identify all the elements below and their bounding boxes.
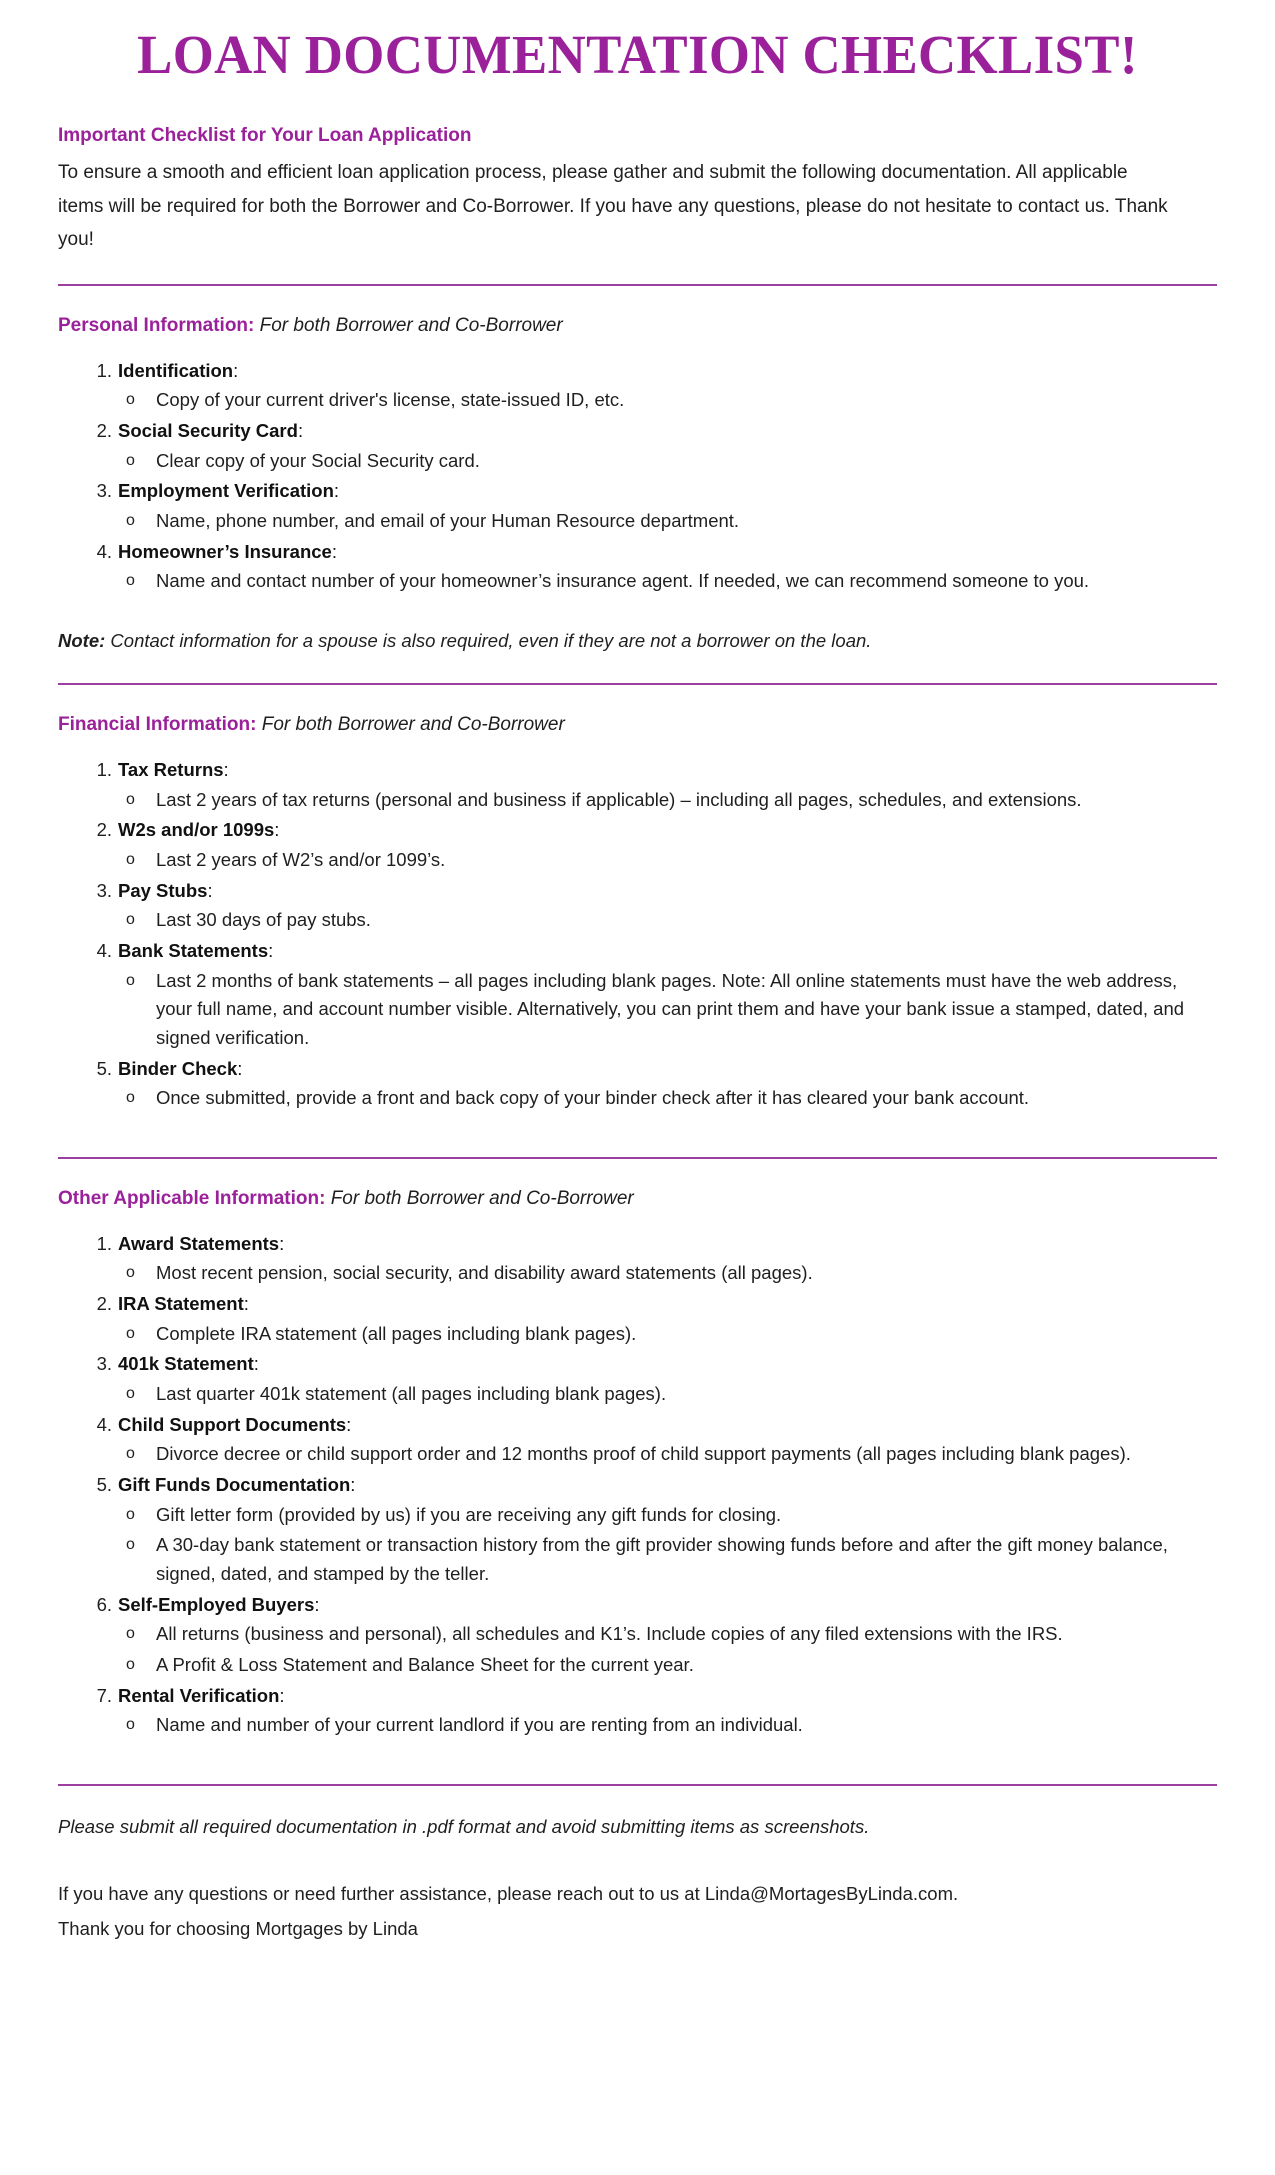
checklist-item xyxy=(58,756,1217,814)
section-note-keyword: Note: xyxy=(58,629,106,651)
checklist-item-label-row xyxy=(118,1350,1217,1379)
checklist-item xyxy=(58,1055,1217,1113)
checklist-sub-list xyxy=(118,567,1217,596)
checklist-item-label: IRA Statement xyxy=(118,1292,244,1314)
checklist-sub-list xyxy=(118,1440,1217,1469)
checklist-item-label-row xyxy=(118,1411,1217,1440)
section-spacer xyxy=(58,1742,1217,1756)
intro-paragraph: To ensure a smooth and efficient loan application process, please gather and submit the following documentation. All applicable items will be required for both the Borrower and Co-Borrower. If you have any questions, please do not hesitate to contact us. Thank you! xyxy=(58,162,1168,250)
checklist-item xyxy=(58,357,1217,415)
checklist-item-label: W2s and/or 1099s xyxy=(118,819,275,841)
checklist-sub-item: o Most recent pension, social security, and disability award statements (all pages). xyxy=(118,1259,1188,1288)
section-subtitle: For both Borrower and Co-Borrower xyxy=(256,714,565,736)
checklist-item-colon: : xyxy=(243,1292,249,1314)
section-spacer xyxy=(58,1115,1217,1129)
checklist-sub-list xyxy=(118,1380,1217,1409)
checklist-item-colon: : xyxy=(279,1232,285,1254)
section-label: Personal Information: xyxy=(58,315,255,336)
checklist-sub-item: o Divorce decree or child support order and 12 months proof of child support payments (all pages including blank pages). xyxy=(118,1440,1188,1469)
checklist-item xyxy=(58,1230,1217,1288)
checklist-sub-item: o Gift letter form (provided by us) if you are receiving any gift funds for closing. xyxy=(118,1501,1188,1530)
section-label: Financial Information: xyxy=(58,714,257,736)
checklist-sub-item: o Copy of your current driver's license, state-issued ID, etc. xyxy=(118,386,1188,415)
checklist-sub-list xyxy=(118,906,1217,935)
checklist-sub-list xyxy=(118,846,1217,875)
checklist-item-label: Social Security Card xyxy=(118,419,298,441)
checklist-item-label: Homeowner’s Insurance xyxy=(118,540,332,562)
checklist-item xyxy=(58,1471,1217,1589)
document-body xyxy=(0,122,1275,1972)
sections-container xyxy=(58,284,1217,1756)
checklist-item xyxy=(58,538,1217,596)
checklist-sub-item: o Last 2 months of bank statements – all pages including blank pages. Note: All online statements must have the web address, your full name, and account number visible. Alternatively, you can print them and have your bank issue a stamped, dated, and signed verification. xyxy=(118,967,1188,1053)
divider-footer xyxy=(58,1784,1217,1786)
checklist-item xyxy=(58,1411,1217,1469)
checklist-item-colon: : xyxy=(314,1593,320,1615)
checklist-item-colon: : xyxy=(268,940,274,961)
checklist-item-label-row xyxy=(118,756,1217,785)
footer-contact-line: If you have any questions or need further assistance, please reach out to us at Linda@MortagesByLinda.com. xyxy=(58,1882,959,1904)
checklist-item-colon: : xyxy=(274,819,280,841)
checklist-item-label: Bank Statements xyxy=(118,940,269,961)
checklist-sub-item: o Last 2 years of tax returns (personal and business if applicable) – including all pages, schedules, and extensions. xyxy=(118,786,1188,815)
checklist-item xyxy=(58,1591,1217,1680)
checklist-item xyxy=(58,1350,1217,1408)
checklist-item xyxy=(58,937,1217,1053)
footer-format-note: Please submit all required documentation in .pdf format and avoid submitting items as screenshots. xyxy=(58,1815,870,1837)
checklist-item-label-row xyxy=(118,1230,1217,1259)
checklist-item-colon: : xyxy=(207,879,213,901)
checklist-sub-item: o Complete IRA statement (all pages including blank pages). xyxy=(118,1320,1188,1349)
checklist-item-label: Rental Verification xyxy=(118,1684,280,1706)
section-heading-2 xyxy=(58,711,1217,740)
checklist-item-label: 401k Statement xyxy=(118,1353,254,1375)
checklist-sub-list xyxy=(118,1711,1217,1740)
checklist-sub-list xyxy=(118,1320,1217,1349)
checklist-item-label-row xyxy=(118,1591,1217,1620)
checklist-item-label-row xyxy=(118,357,1217,386)
checklist-item-colon: : xyxy=(331,540,337,562)
checklist-sub-list xyxy=(118,386,1217,415)
section-subtitle: For both Borrower and Co-Borrower xyxy=(325,1188,634,1210)
intro-heading: Important Checklist for Your Loan Application xyxy=(58,124,472,146)
checklist-item xyxy=(58,417,1217,475)
checklist-sub-item: o Name and contact number of your homeowner’s insurance agent. If needed, we can recommend someone to you. xyxy=(118,567,1188,596)
divider-section-2 xyxy=(58,683,1217,685)
checklist-item-label-row xyxy=(118,937,1217,966)
checklist-2 xyxy=(58,756,1217,1113)
checklist-item-label-row xyxy=(118,1471,1217,1500)
section-subtitle: For both Borrower and Co-Borrower xyxy=(254,315,563,336)
footer-thanks-line: Thank you for choosing Mortgages by Linda xyxy=(58,1917,418,1939)
checklist-item-label-row xyxy=(118,417,1217,446)
checklist-item xyxy=(58,816,1217,874)
checklist-item-label-row xyxy=(118,1290,1217,1319)
checklist-item xyxy=(58,877,1217,935)
section-heading-1 xyxy=(58,312,1217,341)
checklist-sub-item: o Last 2 years of W2’s and/or 1099’s. xyxy=(118,846,1188,875)
checklist-sub-list xyxy=(118,786,1217,815)
checklist-item-colon: : xyxy=(279,1684,285,1706)
checklist-item-label: Binder Check xyxy=(118,1057,238,1079)
checklist-item-label: Self-Employed Buyers xyxy=(118,1593,315,1615)
checklist-item-label-row xyxy=(118,477,1217,506)
checklist-item-colon: : xyxy=(233,359,239,381)
checklist-sub-list xyxy=(118,1620,1217,1679)
checklist-sub-list xyxy=(118,1501,1217,1589)
checklist-item xyxy=(58,477,1217,535)
checklist-sub-item: o A 30-day bank statement or transaction history from the gift provider showing funds before and after the gift money balance, signed, dated, and stamped by the teller. xyxy=(118,1531,1188,1588)
checklist-sub-list xyxy=(118,1084,1217,1113)
checklist-item-label-row xyxy=(118,538,1217,567)
checklist-item-label: Award Statements xyxy=(118,1232,280,1254)
checklist-3 xyxy=(58,1230,1217,1740)
checklist-sub-item: o A Profit & Loss Statement and Balance Sheet for the current year. xyxy=(118,1651,1188,1680)
checklist-item-colon: : xyxy=(297,419,304,441)
checklist-sub-list xyxy=(118,507,1217,536)
checklist-1 xyxy=(58,357,1217,596)
page-title: LOAN DOCUMENTATION CHECKLIST! xyxy=(137,24,1138,85)
checklist-sub-item: o Last quarter 401k statement (all pages including blank pages). xyxy=(118,1380,1188,1409)
checklist-sub-list xyxy=(118,1259,1217,1288)
checklist-sub-list xyxy=(118,967,1217,1053)
checklist-item-label-row xyxy=(118,1682,1217,1711)
checklist-item-label: Pay Stubs xyxy=(118,879,208,901)
checklist-item-label: Gift Funds Documentation xyxy=(118,1473,351,1495)
checklist-sub-item: o Name and number of your current landlord if you are renting from an individual. xyxy=(118,1711,1188,1740)
divider-section-3 xyxy=(58,1157,1217,1159)
section-note-text: Contact information for a spouse is also required, even if they are not a borrower on the loan. xyxy=(105,629,872,651)
checklist-item-label: Employment Verification xyxy=(118,480,334,502)
section-label: Other Applicable Information: xyxy=(58,1188,326,1210)
checklist-item-colon: : xyxy=(253,1353,259,1375)
checklist-item xyxy=(58,1290,1217,1348)
checklist-item-label: Identification xyxy=(118,359,234,381)
checklist-item-colon: : xyxy=(350,1473,356,1495)
checklist-item-colon: : xyxy=(346,1413,352,1435)
section-heading-3 xyxy=(58,1185,1217,1214)
checklist-sub-item: o Once submitted, provide a front and back copy of your binder check after it has cleared your bank account. xyxy=(118,1084,1188,1113)
checklist-item-label-row xyxy=(118,816,1217,845)
checklist-sub-item: o All returns (business and personal), all schedules and K1’s. Include copies of any filed extensions with the IRS. xyxy=(118,1620,1188,1649)
checklist-sub-item: o Last 30 days of pay stubs. xyxy=(118,906,1188,935)
checklist-sub-item: o Name, phone number, and email of your Human Resource department. xyxy=(118,507,1188,536)
footer-contact-block xyxy=(58,1876,1217,1946)
section-note xyxy=(58,626,1217,656)
checklist-item-colon: : xyxy=(333,480,340,502)
divider-section-1 xyxy=(58,284,1217,286)
checklist-item xyxy=(58,1682,1217,1740)
checklist-item-label-row xyxy=(118,877,1217,906)
checklist-item-label-row xyxy=(118,1055,1217,1084)
checklist-item-colon: : xyxy=(237,1057,243,1079)
checklist-item-label: Child Support Documents xyxy=(118,1413,347,1435)
checklist-sub-list xyxy=(118,447,1217,476)
checklist-item-colon: : xyxy=(223,758,229,780)
checklist-item-label: Tax Returns xyxy=(118,758,224,780)
checklist-sub-item: o Clear copy of your Social Security card. xyxy=(118,447,1188,476)
bottom-spacer xyxy=(58,1946,1217,1972)
